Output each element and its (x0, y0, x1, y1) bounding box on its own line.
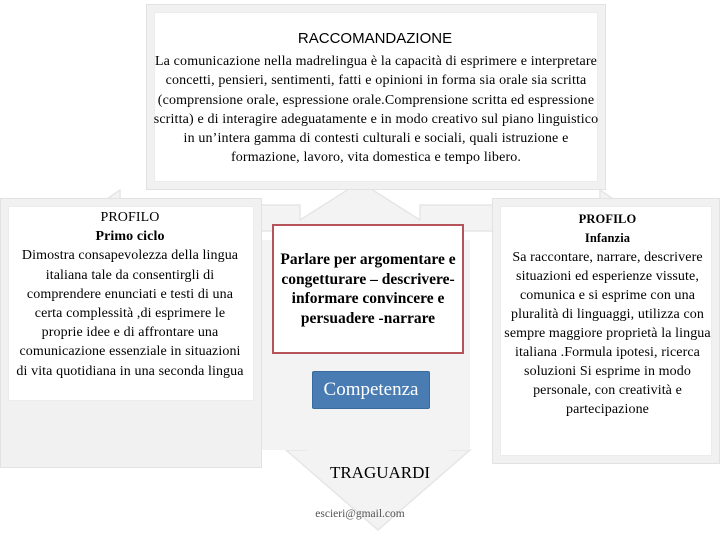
left-profile-heading: PROFILO (100, 210, 160, 225)
right-profile-block (500, 210, 715, 419)
competenza-label: Competenza (312, 371, 430, 409)
author-email: escieri@gmail.com (315, 508, 405, 520)
right-profile-text: Sa raccontare, narrare, descrivere situazioni ed esperienze vissute, comunica e si esprime con una pluralità di linguaggi, utilizza con sempre maggiore proprietà la lingua italiana .Formula ipotesi, ricerca soluzioni Si esprime in modo personale, con creatività e partecipazione (504, 250, 711, 417)
left-profile-subheading: Primo ciclo (95, 229, 165, 245)
left-profile-block (14, 208, 246, 381)
right-profile-heading: PROFILO (578, 212, 637, 226)
left-profile-text: Dimostra consapevolezza della lingua italiana tale da consentirgli di comprendere enunciati e testi di una certa complessità ,di esprimere le proprie idee e di affrontare una comunicazione essenziale in situazioni di vita quotidiana in una seconda lingua (16, 248, 244, 379)
traguardi-label: TRAGUARDI (329, 463, 431, 482)
center-skills-text: Parlare per argomentare e congetturare – descrivere- informare convincere e persuadere -narrare (280, 251, 456, 327)
right-profile-subheading: Infanzia (584, 231, 631, 245)
center-skills-box (272, 224, 464, 354)
recommendation-title: RACCOMANDAZIONE (297, 30, 453, 47)
recommendation-text: La comunicazione nella madrelingua è la capacità di esprimere e interpretare concetti, pensieri, sentimenti, fatti e opinioni in forma sia orale sia scritta (comprensione orale, espressione orale.Comprensione scritta ed espressione scritta) e di interagire adeguatamente e in modo creativo sul piano linguistico in un’intera gamma di contesti culturali e sociali, quali istruzione e formazione, lavoro, vita domestica e tempo libero. (153, 54, 599, 166)
